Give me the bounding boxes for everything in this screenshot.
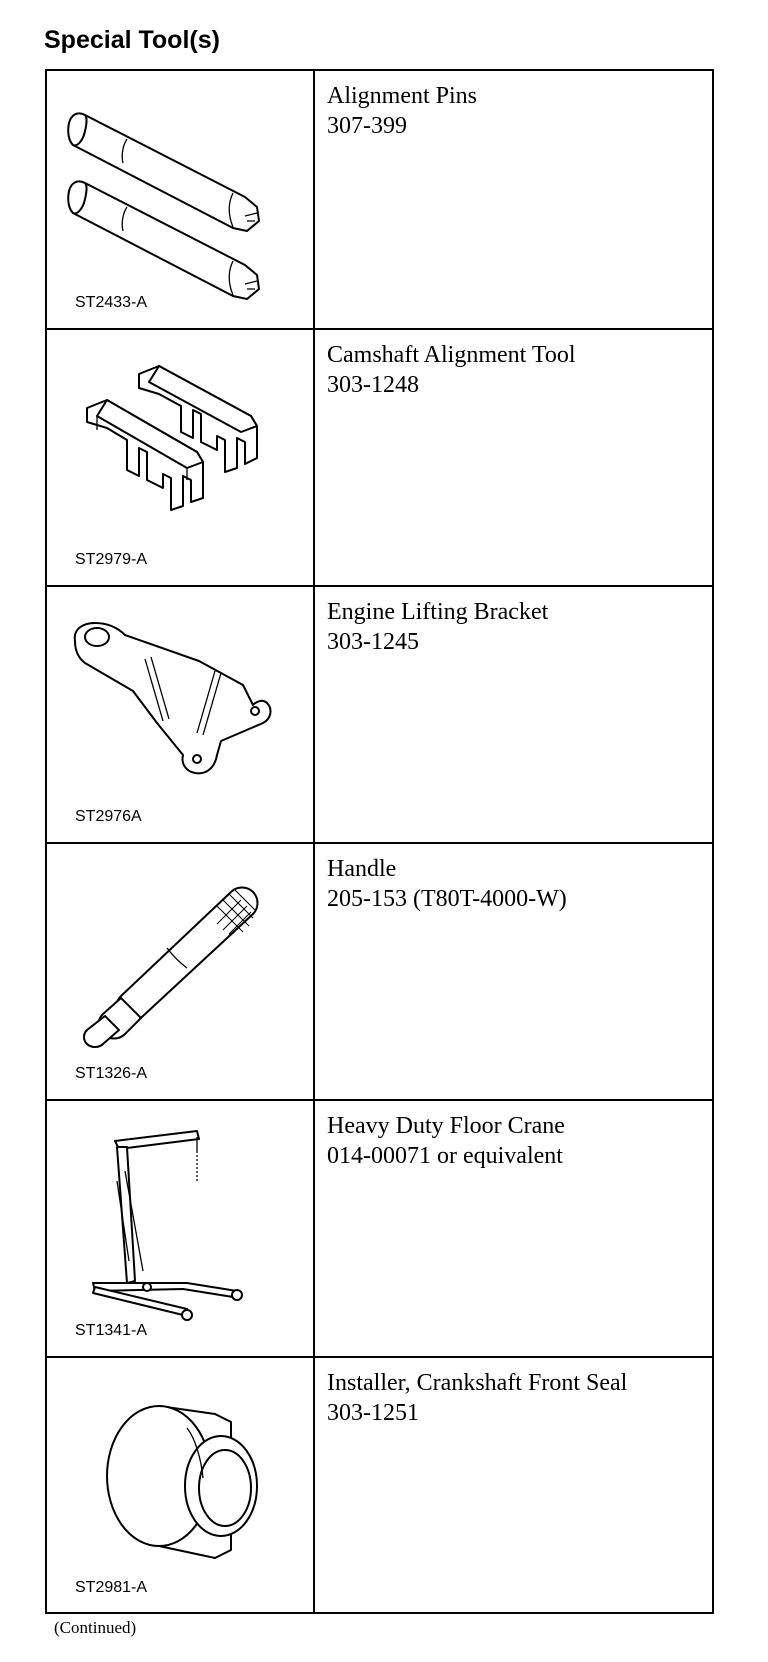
tool-name: Heavy Duty Floor Crane [327,1113,565,1139]
tool-illustration-cell [47,330,315,585]
tool-illustration-cell [47,587,315,842]
tool-name: Installer, Crankshaft Front Seal [327,1370,628,1396]
floor-crane-icon [47,1101,313,1356]
tool-name: Alignment Pins [327,83,478,109]
tool-description [327,1368,706,1428]
tool-description [327,854,706,914]
tool-row-engine-lifting-bracket [47,585,712,842]
tool-row-alignment-pins [47,71,712,328]
engine-lifting-bracket-icon [47,587,313,842]
special-tools-table [45,69,714,1614]
tool-description [327,81,706,141]
seal-installer-icon [47,1358,313,1613]
tool-description [327,597,706,657]
tool-illustration-cell [47,71,315,328]
handle-icon [47,844,313,1099]
tool-code: ST2981-A [75,1579,148,1596]
tool-illustration-cell [47,1358,315,1613]
tool-code: ST1326-A [75,1065,148,1082]
tool-row-seal-installer [47,1356,712,1613]
alignment-pins-icon [47,71,313,326]
tool-row-handle [47,842,712,1099]
tool-code: ST2976A [75,808,142,825]
tool-description [327,340,706,400]
tool-description [327,1111,706,1171]
tool-code: ST1341-A [75,1322,148,1339]
tool-number: 014-00071 or equivalent [327,1143,563,1169]
tool-number: 303-1248 [327,372,419,398]
tool-illustration-cell [47,1101,315,1356]
camshaft-alignment-tool-icon [47,330,313,585]
continued-note: (Continued) [54,1618,137,1637]
tool-name: Camshaft Alignment Tool [327,342,576,368]
page-title: Special Tool(s) [44,26,220,54]
tool-code: ST2979-A [75,551,148,568]
tool-code: ST2433-A [75,294,148,311]
tool-number: 307-399 [327,113,407,139]
tool-number: 205-153 (T80T-4000-W) [327,886,567,912]
tool-name: Handle [327,856,397,882]
tool-illustration-cell [47,844,315,1099]
tool-row-floor-crane [47,1099,712,1356]
tool-name: Engine Lifting Bracket [327,599,549,625]
tool-number: 303-1251 [327,1400,419,1426]
tool-number: 303-1245 [327,629,419,655]
tool-row-camshaft-alignment-tool [47,328,712,585]
